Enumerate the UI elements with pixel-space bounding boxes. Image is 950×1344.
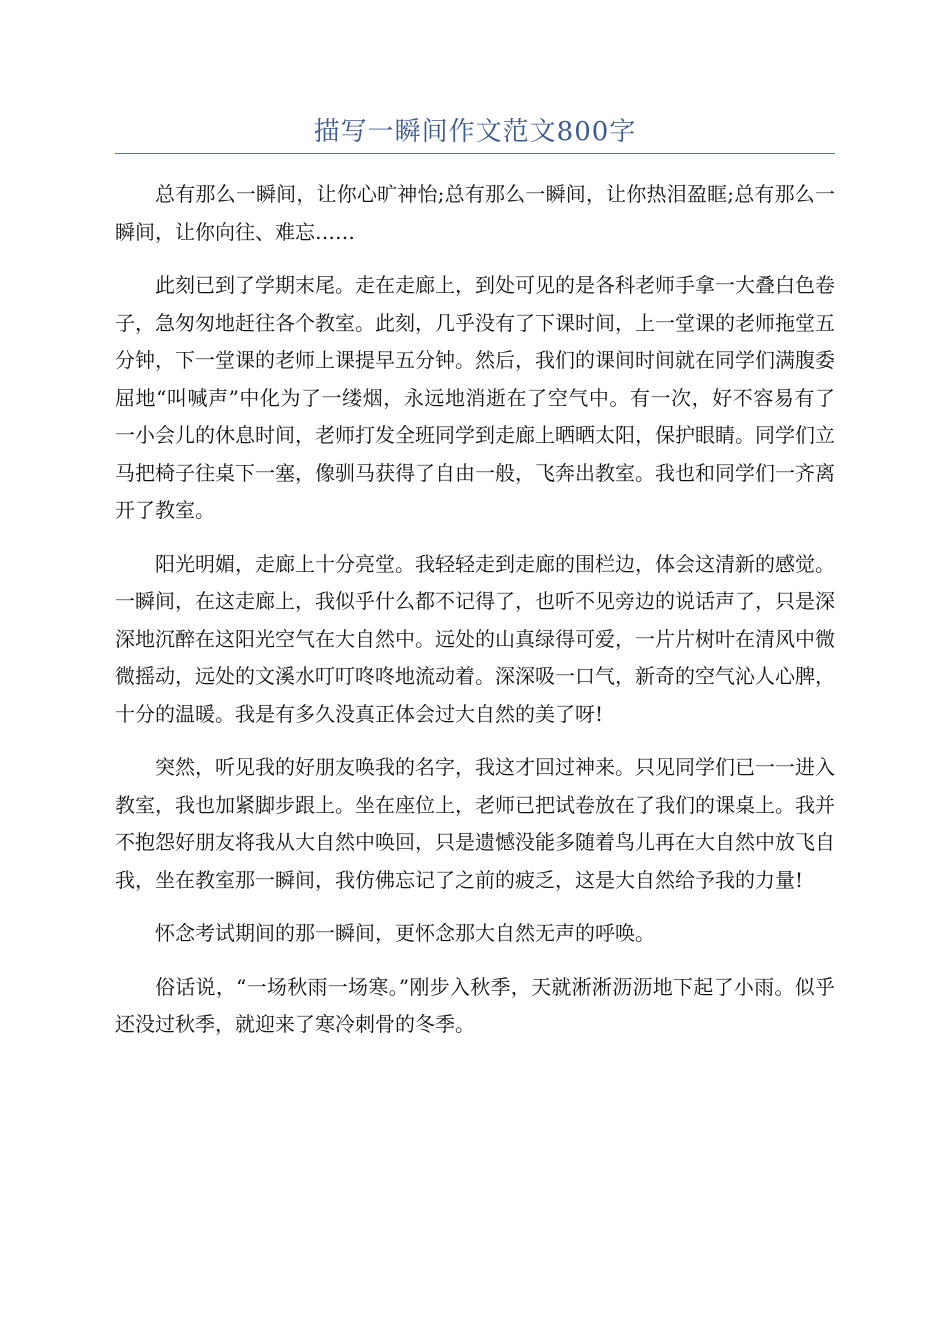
paragraph-2: 此刻已到了学期末尾。走在走廊上，到处可见的是各科老师手拿一大叠白色卷子，急匆匆地赶往各个教室。此刻，几乎没有了下课时间，上一堂课的老师拖堂五分钟，下一堂课的老师上课提早五分钟。然后，我们的课间时间就在同学们满腹委屈地“叫喊声”中化为了一缕烟，永远地消逝在了空气中。有一次，好不容易有了一小会儿的休息时间，老师打发全班同学到走廊上晒晒太阳，保护眼睛。同学们立马把椅子往桌下一塞，像驯马获得了自由一般，飞奔出教室。我也和同学们一齐离开了教室。 [115, 273, 835, 522]
paragraph-4: 突然，听见我的好朋友唤我的名字，我这才回过神来。只见同学们已一一进入教室，我也加紧脚步跟上。坐在座位上，老师已把试卷放在了我们的课桌上。我并不抱怨好朋友将我从大自然中唤回，只是遗憾没能多随着鸟儿再在大自然中放飞自我，坐在教室那一瞬间，我仿佛忘记了之前的疲乏，这是大自然给予我的力量! [115, 755, 835, 892]
paragraph-6: 俗话说，“一场秋雨一场寒。”刚步入秋季，天就淅淅沥沥地下起了小雨。似乎还没过秋季，就迎来了寒冷刺骨的冬季。 [115, 974, 835, 1036]
document-title: 描写一瞬间作文范文800字 [313, 117, 637, 147]
paragraph-3: 阳光明媚，走廊上十分亮堂。我轻轻走到走廊的围栏边，体会这清新的感觉。一瞬间，在这走廊上，我似乎什么都不记得了，也听不见旁边的说话声了，只是深深地沉醉在这阳光空气在大自然中。远处的山真绿得可爱，一片片树叶在清风中微微摇动，远处的文溪水叮叮咚咚地流动着。深深吸一口气，新奇的空气沁人心脾，十分的温暖。我是有多久没真正体会过大自然的美了呀! [115, 551, 835, 726]
paragraph-5: 怀念考试期间的那一瞬间，更怀念那大自然无声的呼唤。 [155, 921, 655, 945]
title-underline [115, 153, 835, 154]
document-body [115, 176, 835, 1060]
paragraph-1: 总有那么一瞬间，让你心旷神怡;总有那么一瞬间，让你热泪盈眶;总有那么一瞬间，让你向往、难忘…… [115, 182, 835, 244]
